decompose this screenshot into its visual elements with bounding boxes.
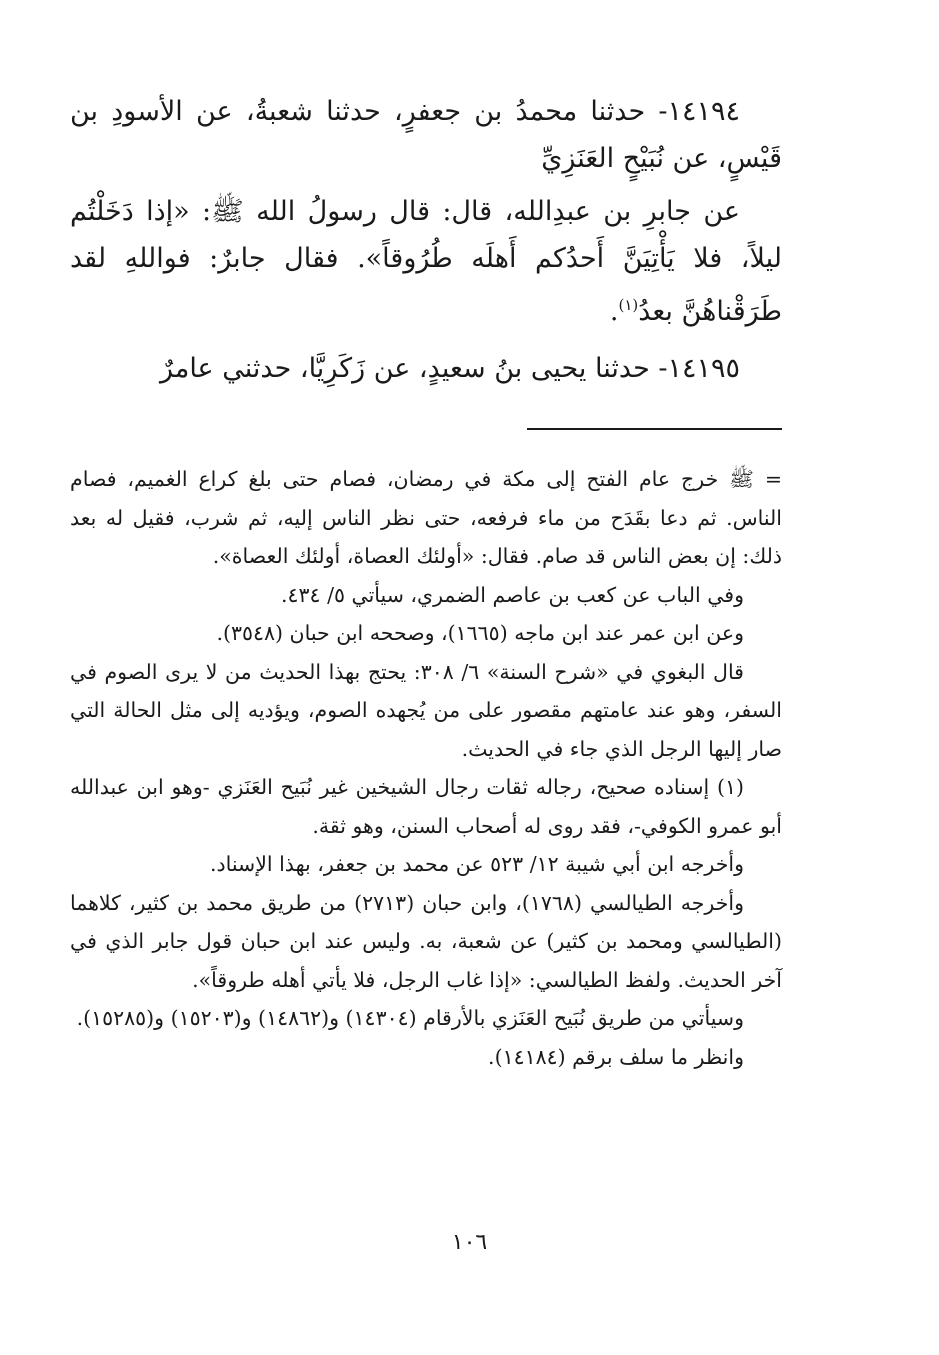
hadith-14194-text	[70, 188, 782, 335]
footnote-paragraph: وفي الباب عن كعب بن عاصم الضمري، سيأتي ٥/ ٤٣٤.	[280, 582, 744, 607]
page-content	[70, 88, 782, 1076]
footnote-reference[interactable]: (١)	[618, 296, 639, 314]
hadith-14194-end: .	[609, 296, 619, 327]
footnote-paragraph: وانظر ما سلف برقم (١٤١٨٤).	[488, 1044, 744, 1069]
footnote-paragraph: وأخرجه الطيالسي (١٧٦٨)، وابن حبان (٢٧١٣) من طريق محمد بن كثير، كلاهما (الطيالسي ومحمد بن كثير) عن شعبة، به. وليس عند ابن حبان قول جابر الذي في آخر الحديث. ولفظ الطيالسي: «إذا غاب الرجل، فلا يأتي أهله طروقاً».	[70, 890, 782, 992]
footnote-paragraph: وسيأتي من طريق نُبَيح العَنَزي بالأرقام (١٤٣٠٤) و(١٤٨٦٢) و(١٥٢٠٣) و(١٥٢٨٥).	[76, 1006, 744, 1030]
hadith-14195-heading: ١٤١٩٥- حدثنا يحيى بنُ سعيدٍ، عن زَكَرِيَّا، حدثني عامرٌ	[159, 353, 740, 384]
hadith-14194-body: عن جابرِ بن عبدِالله، قال: قال رسولُ الله ﷺ: «إذا دَخَلْتُم ليلاً، فلا يَأْتِيَنَّ أَحدُكم أَهلَه طُرُوقاً». فقال جابرٌ: فواللهِ لقد طَرَقْناهُنَّ بعدُ	[70, 196, 782, 327]
main-text	[70, 88, 782, 392]
footnote-paragraph: وعن ابن عمر عند ابن ماجه (١٦٦٥)، وصححه ابن حبان (٣٥٤٨).	[216, 621, 744, 645]
footnotes	[70, 460, 782, 1076]
page-number: ١٠٦	[451, 1230, 488, 1255]
hadith-14194-heading: ١٤١٩٤- حدثنا محمدُ بن جعفرٍ، حدثنا شعبةُ، عن الأسودِ بن قَيْسٍ، عن نُبَيْحٍ العَنَزِيِّ	[70, 96, 782, 174]
footnote-1: (١) إسناده صحيح، رجاله ثقات رجال الشيخين غير نُبَيح العَنَزي -وهو ابن عبدالله أبو عمرو الكوفي-، فقد روى له أصحاب السنن، وهو ثقة.	[70, 775, 782, 838]
footnote-continuation: = ﷺ خرج عام الفتح إلى مكة في رمضان، فصام حتى بلغ كراع الغميم، فصام الناس. ثم دعا بقَدَح من ماء فرفعه، حتى نظر الناس إليه، ثم شرب، فقيل له بعد ذلك: إن بعض الناس قد صام. فقال: «أولئك العصاة، أولئك العصاة».	[70, 467, 782, 568]
footnote-paragraph: قال البغوي في «شرح السنة» ٦/ ٣٠٨: يحتج بهذا الحديث من لا يرى الصوم في السفر، وهو عند عامتهم مقصور على من يُجهده الصوم، ويؤديه إلى مثل الحالة التي صار إليها الرجل الذي جاء في الحديث.	[70, 659, 782, 761]
footnote-paragraph: وأخرجه ابن أبي شيبة ١٢/ ٥٢٣ عن محمد بن جعفر، بهذا الإسناد.	[209, 852, 744, 876]
footnote-separator	[527, 428, 782, 430]
